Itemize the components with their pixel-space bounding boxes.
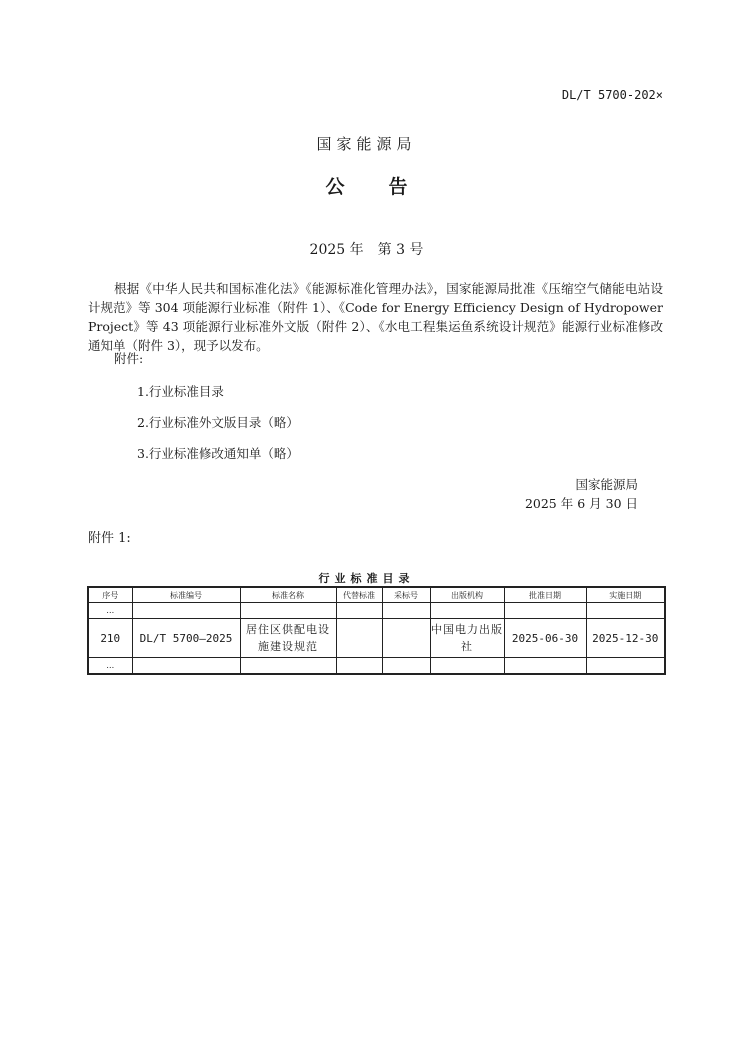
column-header: 实施日期 [586,587,665,603]
cell-approved [504,658,586,675]
notice-number: 2025 年 第 3 号 [309,242,424,258]
table-row [88,603,665,619]
cell-replace [336,658,382,675]
column-header: 出版机构 [430,587,504,603]
cell-replace [336,603,382,619]
cell-approved: 2025-06-30 [504,619,586,658]
body-paragraph: 根据《中华人民共和国标准化法》《能源标准化管理办法》，国家能源局批准《压缩空气储能电站设计规范》等 304 项能源行业标准（附件 1）、《Code for Energy Efficiency Design of Hydropower Project》等 43 项能源行业标准外文版（附件 2）、《水电工程集运鱼系统设计规范》能源行业标准修改通知单（附件 3），现予以发布。 [88,281,663,353]
notice-char-2: 告 [388,176,408,198]
agency-name: 国家能源局 [316,135,417,153]
cell-name [240,658,336,675]
column-header: 代替标准 [336,587,382,603]
table-title: 行业标准目录 [318,572,415,585]
cell-publisher: 中国电力出版社 [430,619,504,658]
cell-publisher [430,603,504,619]
cell-name: 居住区供配电设施建设规范 [240,619,336,658]
table-row [88,658,665,675]
column-header: 采标号 [382,587,430,603]
cell-publisher [430,658,504,675]
notice-heading [0,172,733,199]
cell-effective [586,658,665,675]
cell-name [240,603,336,619]
signature-org: 国家能源局 [575,477,638,492]
cell-effective [586,603,665,619]
column-header: 标准名称 [240,587,336,603]
signature-date: 2025 年 6 月 30 日 [524,496,638,511]
cell-no: … [88,603,132,619]
standards-table [87,586,666,675]
cell-adopt [382,658,430,675]
cell-effective: 2025-12-30 [586,619,665,658]
column-header: 标准编号 [132,587,240,603]
cell-code [132,603,240,619]
attachments-label: 附件: [114,351,144,366]
column-header: 序号 [88,587,132,603]
cell-replace [336,619,382,658]
column-header: 批准日期 [504,587,586,603]
cell-approved [504,603,586,619]
cell-no: … [88,658,132,675]
attachment-item: 3.行业标准修改通知单（略） [137,446,299,461]
document-code: DL/T 5700-202× [561,88,663,102]
cell-code: DL/T 5700—2025 [132,619,240,658]
cell-adopt [382,603,430,619]
attachment-item: 2.行业标准外文版目录（略） [137,415,299,430]
table-row [88,619,665,658]
notice-char-1: 公 [325,176,345,198]
table-header-row [88,587,665,603]
attachment-1-label: 附件 1: [88,531,131,546]
cell-code [132,658,240,675]
cell-no: 210 [88,619,132,658]
attachment-item: 1.行业标准目录 [137,384,224,399]
cell-adopt [382,619,430,658]
